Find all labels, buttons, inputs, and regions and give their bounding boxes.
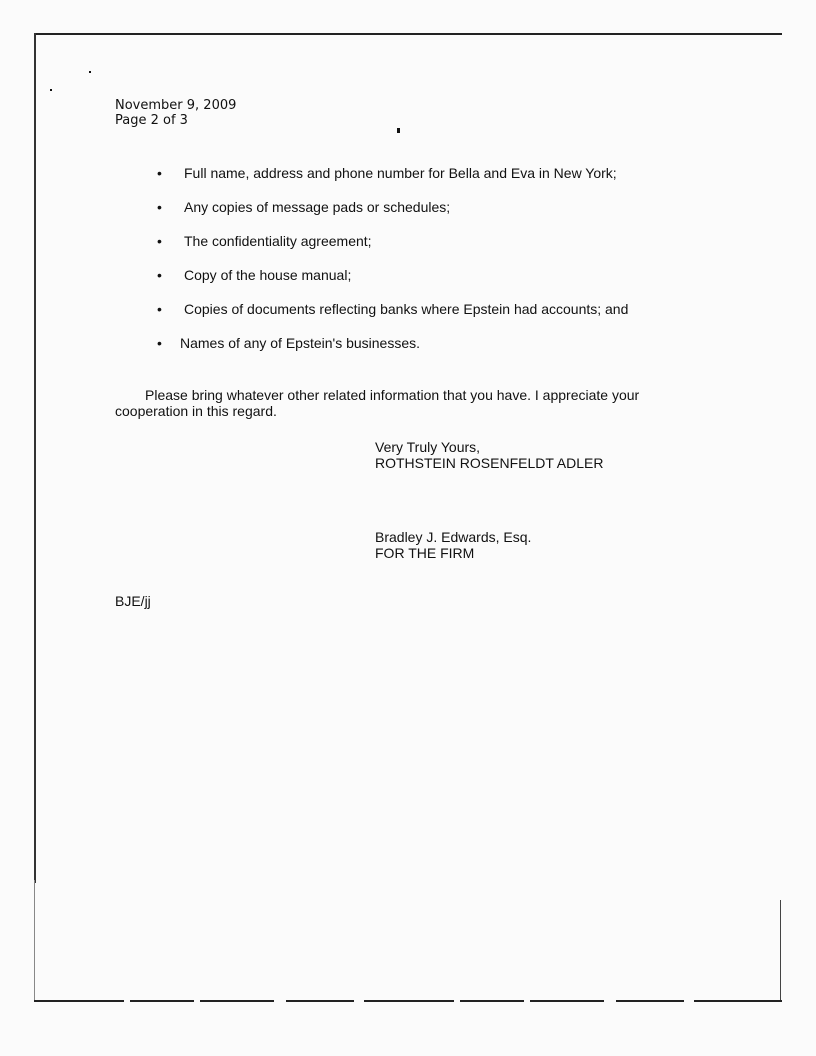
signoff-block	[375, 439, 603, 471]
closing-paragraph-line: cooperation in this regard.	[115, 403, 277, 419]
list-item-text: Full name, address and phone number for Bella and Eva in New York;	[184, 165, 617, 181]
bullet-icon: •	[157, 199, 162, 215]
firm-name: ROTHSTEIN ROSENFELDT ADLER	[375, 455, 604, 471]
list-item-text: Copies of documents reflecting banks where Epstein had accounts; and	[184, 301, 629, 317]
letter-header	[115, 98, 236, 128]
list-item-text: Names of any of Epstein's businesses.	[180, 335, 421, 351]
scan-border-left-faint	[34, 880, 35, 1000]
signer-role: FOR THE FIRM	[375, 545, 475, 561]
bullet-icon: •	[157, 301, 162, 317]
list-item-text: Any copies of message pads or schedules;	[184, 199, 451, 215]
bullet-icon: •	[157, 233, 162, 249]
scan-speck	[50, 89, 52, 91]
list-item-text: The confidentiality agreement;	[184, 233, 372, 249]
bullet-icon: •	[157, 267, 162, 283]
signer-block	[375, 529, 531, 561]
signer-name: Bradley J. Edwards, Esq.	[375, 529, 532, 545]
page-number: Page 2 of 3	[115, 113, 188, 128]
letter-date: November 9, 2009	[115, 98, 237, 113]
bullet-icon: •	[157, 335, 162, 351]
scan-speck	[89, 71, 91, 73]
closing-paragraph-line: Please bring whatever other related information that you have. I appreciate your	[145, 387, 640, 403]
scan-border-top	[34, 33, 782, 35]
typist-initials: BJE/jj	[115, 593, 151, 609]
scan-border-left	[34, 33, 36, 883]
scan-border-right	[780, 900, 781, 1000]
closing-paragraph	[115, 387, 695, 419]
salutation: Very Truly Yours,	[375, 439, 481, 455]
scan-speck	[397, 128, 400, 133]
list-item-text: Copy of the house manual;	[184, 267, 352, 283]
scan-border-bottom	[34, 1000, 782, 1002]
bullet-icon: •	[157, 165, 162, 181]
